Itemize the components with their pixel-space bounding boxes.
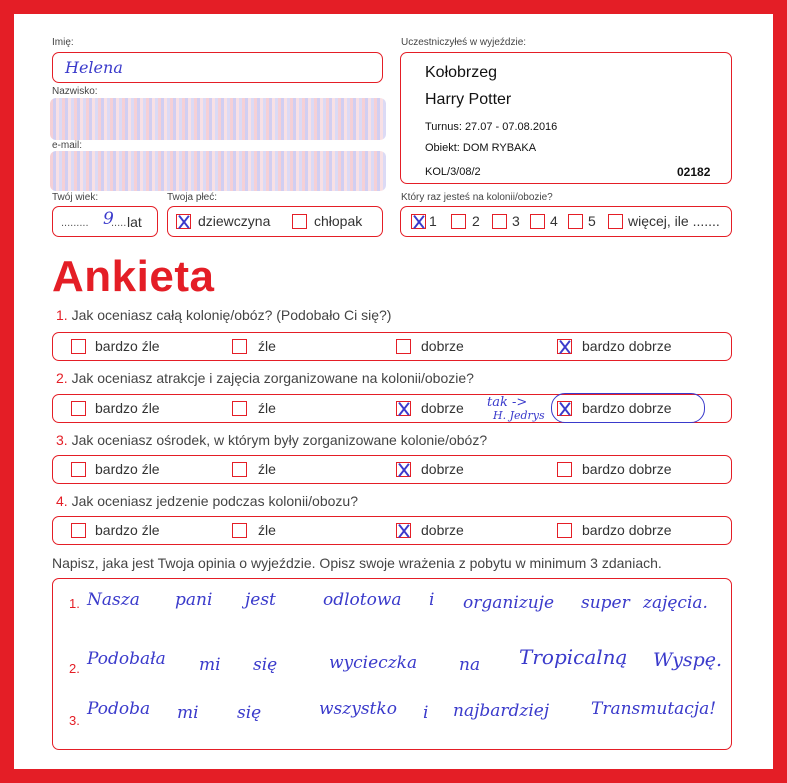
age-field[interactable] <box>52 206 158 237</box>
answer-2-word: Wyspę. <box>653 649 723 671</box>
times-label: Który raz jesteś na kolonii/obozie? <box>401 192 553 203</box>
q4-zle-label: źle <box>258 522 276 538</box>
q2-dobrze-label: dobrze <box>421 400 464 416</box>
trip-name: Harry Potter <box>425 91 512 108</box>
question-4-text: Jak oceniasz jedzenie podczas kolonii/obozu? <box>71 493 358 509</box>
answer-1-word: odlotowa <box>323 590 402 610</box>
surname-label: Nazwisko: <box>52 86 98 97</box>
q2-bardzo-zle-checkbox[interactable] <box>71 401 86 416</box>
opinion-textarea[interactable] <box>52 578 732 750</box>
q2-handwritten-note: tak -> <box>487 395 528 410</box>
name-value: Helena <box>65 58 123 77</box>
q1-dobrze-label: dobrze <box>421 338 464 354</box>
q2-zle-checkbox[interactable] <box>232 401 247 416</box>
q1-bardzo-dobrze-checkbox[interactable] <box>557 339 572 354</box>
q2-bardzo-dobrze-checkbox[interactable] <box>557 401 572 416</box>
answer-3-word: wszystko <box>319 699 397 719</box>
question-2 <box>56 370 474 386</box>
q2-bardzo-zle-label: bardzo źle <box>95 400 160 416</box>
answer-3-word: Transmutacja! <box>591 699 717 719</box>
q2-handwritten-signature: H. Jedrys <box>493 409 545 422</box>
gender-field <box>167 206 383 237</box>
q4-dobrze-label: dobrze <box>421 522 464 538</box>
times-5-checkbox[interactable] <box>568 214 583 229</box>
trip-obiekt: Obiekt: DOM RYBAKA <box>425 142 537 154</box>
q2-dobrze-checkbox[interactable] <box>396 401 411 416</box>
answer-1-word: zajęcia. <box>643 593 708 613</box>
survey-title: Ankieta <box>52 252 215 301</box>
answer-1-word: super <box>581 593 630 613</box>
question-4 <box>56 493 358 509</box>
gender-girl-checkbox[interactable] <box>176 214 191 229</box>
answer-1-word: organizuje <box>463 593 555 613</box>
question-1-text: Jak oceniasz całą kolonię/obóz? (Podobało Ci się?) <box>71 307 392 323</box>
question-3-text: Jak oceniasz ośrodek, w którym były zorganizowane kolonie/obóz? <box>71 432 488 448</box>
opinion-prompt: Napisz, jaka jest Twoja opinia o wyjeździe. Opisz swoje wrażenia z pobytu w minimum 3 zdaniach. <box>52 555 662 571</box>
gender-boy-label: chłopak <box>314 213 363 229</box>
times-1-checkbox[interactable] <box>411 214 426 229</box>
trip-turnus: Turnus: 27.07 - 07.08.2016 <box>425 121 558 133</box>
q1-bardzo-zle-label: bardzo źle <box>95 338 160 354</box>
age-dots-right: ..... <box>111 217 127 229</box>
gender-girl-label: dziewczyna <box>198 213 271 229</box>
answer-1-word: Nasza <box>87 590 140 610</box>
q4-dobrze-checkbox[interactable] <box>396 523 411 538</box>
q3-dobrze-checkbox[interactable] <box>396 462 411 477</box>
q1-bardzo-dobrze-label: bardzo dobrze <box>582 338 672 354</box>
answer-2-word: mi <box>199 655 221 675</box>
q4-bardzo-dobrze-checkbox[interactable] <box>557 523 572 538</box>
answer-2-number: 2. <box>69 661 80 676</box>
q4-bardzo-dobrze-label: bardzo dobrze <box>582 522 672 538</box>
times-2-checkbox[interactable] <box>451 214 466 229</box>
q3-zle-checkbox[interactable] <box>232 462 247 477</box>
answer-3-word: i <box>423 703 429 723</box>
answer-1-word: jest <box>245 590 276 610</box>
q3-bardzo-zle-label: bardzo źle <box>95 461 160 477</box>
answer-3-word: się <box>237 703 262 723</box>
question-3-options <box>52 455 732 484</box>
question-3 <box>56 432 487 448</box>
q1-bardzo-zle-checkbox[interactable] <box>71 339 86 354</box>
trip-label: Uczestniczyłeś w wyjeździe: <box>401 37 527 48</box>
answer-3-word: mi <box>177 703 199 723</box>
trip-info-box <box>400 52 732 184</box>
question-2-number: 2. <box>56 370 68 386</box>
times-more-checkbox[interactable] <box>608 214 623 229</box>
email-label: e-mail: <box>52 140 83 151</box>
q3-bardzo-zle-checkbox[interactable] <box>71 462 86 477</box>
q3-bardzo-dobrze-checkbox[interactable] <box>557 462 572 477</box>
times-more-label: więcej, ile ....... <box>628 213 720 229</box>
answer-1-word: i <box>429 590 435 610</box>
q3-bardzo-dobrze-label: bardzo dobrze <box>582 461 672 477</box>
question-1-number: 1. <box>56 307 68 323</box>
age-label: Twój wiek: <box>52 192 99 203</box>
surname-redacted <box>50 98 386 140</box>
answer-2-word: się <box>253 655 278 675</box>
answer-3-number: 3. <box>69 713 80 728</box>
q3-dobrze-label: dobrze <box>421 461 464 477</box>
trip-city: Kołobrzeg <box>425 64 498 81</box>
times-2-label: 2 <box>472 213 480 229</box>
q3-zle-label: źle <box>258 461 276 477</box>
age-dots-left: ......... <box>61 217 89 229</box>
gender-label: Twoja płeć: <box>167 192 218 203</box>
answer-1-number: 1. <box>69 596 80 611</box>
q4-bardzo-zle-checkbox[interactable] <box>71 523 86 538</box>
q4-bardzo-zle-label: bardzo źle <box>95 522 160 538</box>
question-1 <box>56 307 391 323</box>
times-4-label: 4 <box>550 213 558 229</box>
question-3-number: 3. <box>56 432 68 448</box>
times-1-label: 1 <box>429 213 437 229</box>
trip-number: 02182 <box>677 165 711 179</box>
trip-code: KOL/3/08/2 <box>425 166 481 178</box>
gender-boy-checkbox[interactable] <box>292 214 307 229</box>
answer-2-word: na <box>459 655 481 675</box>
times-field <box>400 206 732 237</box>
answer-2-word: Tropicalną <box>519 645 628 669</box>
survey-sheet <box>14 14 773 769</box>
answer-3-word: Podoba <box>87 699 151 719</box>
name-label: Imię: <box>52 37 74 48</box>
question-4-number: 4. <box>56 493 68 509</box>
answer-2-word: Podobała <box>87 649 166 669</box>
age-value: 9 <box>103 209 114 229</box>
q2-bardzo-dobrze-label: bardzo dobrze <box>582 400 672 416</box>
answer-2-word: wycieczka <box>329 653 418 673</box>
question-4-options <box>52 516 732 545</box>
times-3-label: 3 <box>512 213 520 229</box>
q2-zle-label: źle <box>258 400 276 416</box>
times-4-checkbox[interactable] <box>530 214 545 229</box>
question-2-text: Jak oceniasz atrakcje i zajęcia zorganizowane na kolonii/obozie? <box>71 370 474 386</box>
times-3-checkbox[interactable] <box>492 214 507 229</box>
name-field[interactable] <box>52 52 383 83</box>
question-2-options <box>52 394 732 423</box>
answer-3-word: najbardziej <box>453 701 550 721</box>
question-1-options <box>52 332 732 361</box>
q1-dobrze-checkbox[interactable] <box>396 339 411 354</box>
times-5-label: 5 <box>588 213 596 229</box>
age-unit: lat <box>127 214 142 230</box>
q1-zle-checkbox[interactable] <box>232 339 247 354</box>
email-redacted <box>50 151 386 191</box>
answer-1-word: pani <box>175 590 213 610</box>
q4-zle-checkbox[interactable] <box>232 523 247 538</box>
q1-zle-label: źle <box>258 338 276 354</box>
